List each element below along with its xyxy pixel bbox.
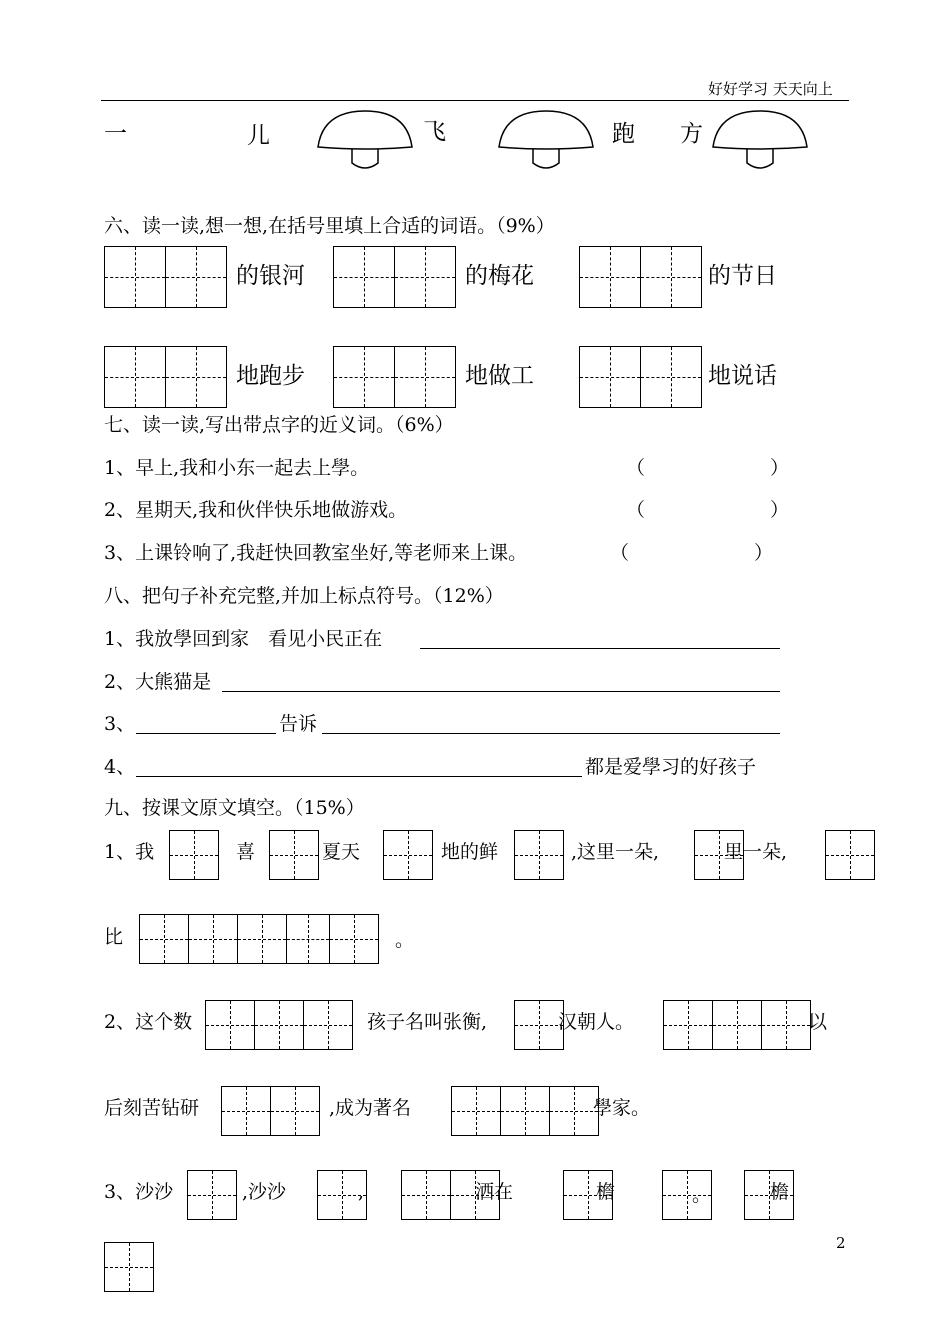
mushroom-char-1: 一: [104, 121, 127, 147]
phrase: 地跑步: [236, 363, 305, 389]
answer-box[interactable]: [514, 830, 564, 880]
question-item: 1、我放學回到家 看见小民正在: [104, 628, 383, 650]
page-number: 2: [836, 1234, 846, 1252]
answer-box[interactable]: [169, 830, 219, 880]
answer-box[interactable]: [579, 346, 641, 408]
question-item: 2、大熊猫是: [104, 671, 212, 693]
answer-box[interactable]: [712, 1000, 762, 1050]
header-rule: [101, 100, 849, 101]
phrase: 地说话: [708, 363, 777, 389]
phrase: 地做工: [465, 363, 534, 389]
question-text: 檐: [596, 1181, 616, 1203]
answer-box[interactable]: [383, 830, 433, 880]
answer-line[interactable]: [322, 733, 780, 734]
question-text: 孩子名叫张衡,: [367, 1011, 488, 1033]
paren-close: ）: [770, 457, 790, 479]
question-text: 。: [692, 1184, 712, 1206]
mushroom-icon: [496, 107, 596, 173]
mushroom-char-4: 跑: [612, 121, 635, 147]
page-header: 好好学习 天天向上: [708, 80, 833, 98]
question-text: ,这里一朵,: [571, 841, 660, 863]
paren-open: （: [626, 499, 646, 521]
answer-box[interactable]: [104, 246, 166, 308]
answer-box[interactable]: [303, 1000, 353, 1050]
answer-box[interactable]: [640, 346, 702, 408]
answer-line[interactable]: [420, 648, 780, 649]
question-text: 夏天: [322, 841, 361, 863]
answer-box[interactable]: [401, 1170, 451, 1220]
mushroom-char-2: 儿: [247, 123, 270, 149]
question-item: 3、上课铃响了,我赶快回教室坐好,等老师来上课。: [104, 542, 528, 564]
answer-box[interactable]: [394, 246, 456, 308]
question-text: 后刻苦钻研: [104, 1097, 200, 1119]
answer-box[interactable]: [139, 914, 189, 964]
question-text: 2、这个数: [104, 1011, 193, 1033]
question-text: 3、沙沙: [104, 1181, 174, 1203]
question-text: 檐: [770, 1181, 790, 1203]
phrase: 的节日: [708, 263, 777, 289]
answer-box[interactable]: [104, 1242, 154, 1292]
answer-box[interactable]: [549, 1086, 599, 1136]
question-text: 學家。: [593, 1097, 651, 1119]
answer-box[interactable]: [329, 914, 379, 964]
answer-box[interactable]: [394, 346, 456, 408]
phrase: 的梅花: [465, 263, 534, 289]
answer-box[interactable]: [640, 246, 702, 308]
question-text: 比: [104, 926, 124, 948]
paren-close: ）: [770, 499, 790, 521]
answer-box[interactable]: [165, 346, 227, 408]
answer-line[interactable]: [222, 691, 780, 692]
question-text: ,: [358, 1181, 365, 1203]
section9-title: 九、按课文原文填空。（15%）: [104, 797, 365, 819]
answer-box[interactable]: [221, 1086, 271, 1136]
question-text: 告诉: [279, 713, 318, 735]
answer-box[interactable]: [663, 1000, 713, 1050]
answer-box[interactable]: [270, 1086, 320, 1136]
answer-box[interactable]: [286, 914, 330, 964]
section7-title: 七、读一读,写出带点字的近义词。（6%）: [104, 414, 454, 436]
question-item: 2、星期天,我和伙伴快乐地做游戏。: [104, 499, 408, 521]
answer-box[interactable]: [451, 1086, 501, 1136]
section6-title: 六、读一读,想一想,在括号里填上合适的词语。（9%）: [104, 215, 555, 237]
paren-open: （: [610, 542, 630, 564]
answer-box[interactable]: [500, 1086, 550, 1136]
answer-box[interactable]: [333, 246, 395, 308]
answer-box[interactable]: [514, 1000, 564, 1050]
question-text: ,成为著名: [329, 1097, 412, 1119]
mushroom-icon: [315, 107, 415, 173]
question-item: 3、: [104, 713, 136, 735]
question-text: 。: [395, 929, 415, 951]
mushroom-char-5: 方: [680, 121, 703, 147]
answer-box[interactable]: [187, 1170, 237, 1220]
answer-box[interactable]: [254, 1000, 304, 1050]
question-text: 都是爱學习的好孩子: [585, 756, 757, 778]
paren-open: （: [626, 457, 646, 479]
question-item: 4、: [104, 756, 136, 778]
answer-box[interactable]: [269, 830, 319, 880]
answer-box[interactable]: [237, 914, 287, 964]
answer-box[interactable]: [333, 346, 395, 408]
question-text: ,沙沙: [242, 1181, 287, 1203]
paren-close: ）: [754, 542, 774, 564]
phrase: 的银河: [236, 263, 305, 289]
question-text: 1、我: [104, 841, 155, 863]
answer-box[interactable]: [761, 1000, 811, 1050]
question-text: 喜: [236, 841, 256, 863]
section8-title: 八、把句子补充完整,并加上标点符号。（12%）: [104, 585, 504, 607]
question-text: 地的鲜: [441, 841, 499, 863]
answer-box[interactable]: [165, 246, 227, 308]
answer-line[interactable]: [136, 733, 276, 734]
answer-box[interactable]: [579, 246, 641, 308]
question-text: 汉朝人。: [558, 1011, 635, 1033]
answer-box[interactable]: [825, 830, 875, 880]
answer-box[interactable]: [188, 914, 238, 964]
question-text: 里一朵,: [724, 841, 788, 863]
mushroom-icon: [710, 107, 810, 173]
mushroom-char-3: 飞: [423, 119, 446, 145]
answer-box[interactable]: [104, 346, 166, 408]
question-item: 1、早上,我和小东一起去上學。: [104, 457, 370, 479]
answer-line[interactable]: [136, 776, 582, 777]
answer-box[interactable]: [205, 1000, 255, 1050]
question-text: 洒在: [475, 1181, 514, 1203]
question-text: 以: [808, 1011, 828, 1033]
